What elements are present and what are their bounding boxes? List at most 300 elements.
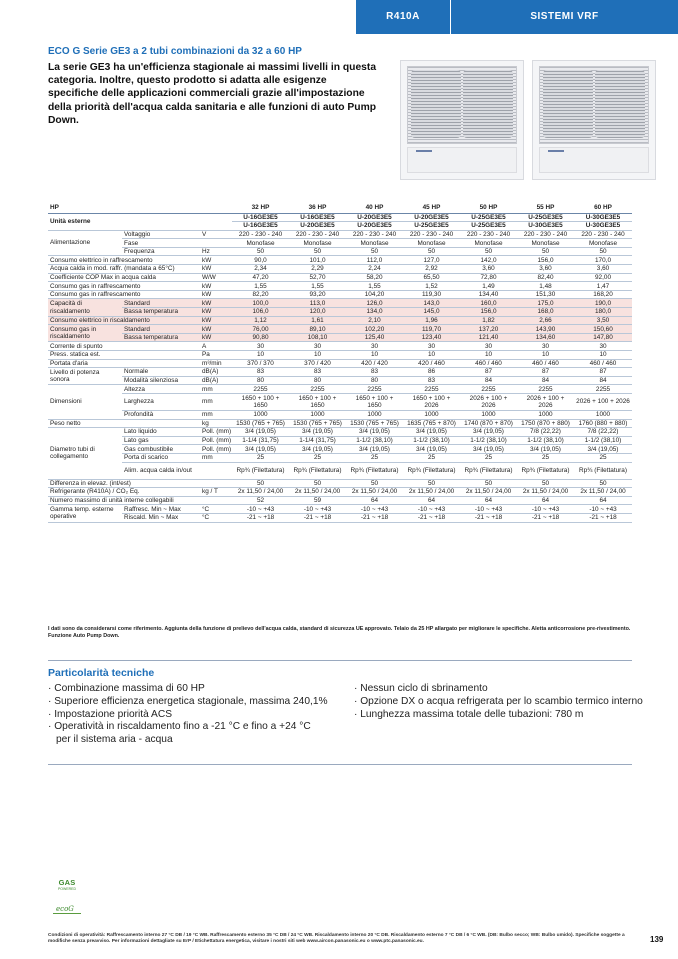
spec-row: [48, 505, 632, 514]
spec-value: 3,50: [574, 316, 632, 325]
spec-row: [48, 230, 632, 239]
spec-value: 370 / 370: [232, 359, 289, 368]
spec-unit: mm: [200, 410, 232, 419]
spec-unit: kW: [200, 265, 232, 274]
spec-value: 1-1/4 (31,75): [289, 436, 346, 445]
spec-row: [48, 385, 632, 394]
spec-value: U-30GE3E5: [574, 222, 632, 231]
spec-unit: Hz: [200, 247, 232, 256]
spec-value: 2,34: [232, 265, 289, 274]
spec-value: 1-1/2 (38,10): [517, 436, 574, 445]
spec-value: 1635 (765 + 870): [403, 419, 460, 428]
spec-value: 3/4 (19,05): [346, 445, 403, 454]
spec-unit: A: [200, 342, 232, 351]
spec-value: 10: [574, 351, 632, 360]
spec-unit: °C: [200, 505, 232, 514]
spec-value: -21 ~ +18: [574, 513, 632, 522]
spec-unit: kW: [200, 256, 232, 265]
spec-value: 3/4 (19,05): [289, 428, 346, 437]
spec-value: 3,60: [460, 265, 517, 274]
spec-value: 1,55: [232, 282, 289, 291]
refrigerant-tab[interactable]: R410A: [356, 0, 450, 34]
spec-value: 50: [517, 247, 574, 256]
spec-value: 134,0: [346, 308, 403, 317]
spec-row: [48, 282, 632, 291]
spec-unit: [200, 239, 232, 248]
spec-value: 50: [289, 247, 346, 256]
spec-value: 2,66: [517, 316, 574, 325]
spec-value: -10 ~ +43: [517, 505, 574, 514]
spec-value: 87: [574, 368, 632, 377]
spec-value: 126,0: [346, 299, 403, 308]
spec-value: 1000: [403, 410, 460, 419]
spec-value: 1,49: [460, 282, 517, 291]
spec-value: -10 ~ +43: [346, 505, 403, 514]
spec-sublabel: Bassa temperatura: [122, 308, 200, 317]
spec-value: Monofase: [232, 239, 289, 248]
feature-item: · Nessun ciclo di sbrinamento: [354, 683, 488, 694]
spec-value: 1000: [232, 410, 289, 419]
spec-value: 1000: [289, 410, 346, 419]
spec-value: 2x 11,50 / 24,00: [460, 488, 517, 497]
spec-unit: kW: [200, 316, 232, 325]
section-tab[interactable]: SISTEMI VRF: [451, 0, 678, 34]
spec-value: 58,20: [346, 273, 403, 282]
spec-value: U-20GE3E5: [346, 222, 403, 231]
spec-unit: Poll. (mm): [202, 445, 232, 453]
spec-value: 3/4 (19,05): [232, 445, 289, 454]
spec-row: [48, 290, 632, 299]
spec-value: Rp¾ (Filettatura): [232, 462, 289, 479]
spec-value: 1760 (880 + 880): [574, 419, 632, 428]
spec-value: 83: [289, 368, 346, 377]
spec-value: 84: [517, 376, 574, 385]
spec-unit: kW: [200, 282, 232, 291]
spec-group-label: Alimentazione: [48, 230, 122, 256]
spec-value: 1,12: [232, 316, 289, 325]
spec-value: 7/8 (22,22): [517, 428, 574, 437]
spec-value: 121,40: [460, 333, 517, 342]
spec-unit: dB(A): [200, 376, 232, 385]
spec-sublabel: Lato gas: [122, 436, 200, 445]
spec-value: Monofase: [403, 239, 460, 248]
spec-value: 30: [574, 342, 632, 351]
spec-value: 59: [289, 496, 346, 505]
spec-value: 25: [574, 453, 632, 462]
spec-value: 50 HP: [460, 203, 517, 213]
spec-label: Corrente di spunto: [48, 342, 200, 351]
spec-value: 104,20: [346, 290, 403, 299]
spec-value: 25: [232, 453, 289, 462]
spec-row: [48, 299, 632, 308]
spec-value: 1-1/2 (38,10): [346, 436, 403, 445]
spec-value: 220 - 230 - 240: [232, 230, 289, 239]
spec-value: 65,50: [403, 273, 460, 282]
spec-value: 2255: [574, 385, 632, 394]
outdoor-units-label: Unità esterne: [48, 213, 232, 230]
spec-label: Alim. acqua calda in/out: [122, 462, 232, 479]
spec-value: 220 - 230 - 240: [517, 230, 574, 239]
spec-row: [48, 351, 632, 360]
spec-row: [48, 376, 632, 385]
spec-value: 64: [574, 496, 632, 505]
spec-value: 170,0: [574, 256, 632, 265]
spec-value: U-16GE3E5: [289, 213, 346, 222]
spec-row: [48, 333, 632, 342]
spec-value: 50: [403, 247, 460, 256]
spec-value: 420 / 420: [346, 359, 403, 368]
spec-unit: dB(A): [200, 368, 232, 377]
spec-value: 127,0: [403, 256, 460, 265]
spec-label: Differenza in elevaz. (int/est): [48, 479, 200, 488]
spec-value: 25: [460, 453, 517, 462]
spec-value: Rp¾ (Filettatura): [403, 462, 460, 479]
spec-row: [48, 393, 632, 410]
spec-row: [48, 273, 632, 282]
spec-value: 156,0: [517, 256, 574, 265]
spec-value: 83: [232, 368, 289, 377]
spec-value: 50: [232, 479, 289, 488]
spec-row: [48, 488, 632, 497]
spec-sublabel: Gas combustibile: [122, 445, 200, 454]
spec-label: Consumo gas in raffrescamento: [48, 282, 200, 291]
spec-group-label: Gamma temp. esterne operative: [48, 505, 122, 522]
spec-label: Press. statica est.: [48, 351, 200, 360]
spec-value: 220 - 230 - 240: [574, 230, 632, 239]
spec-value: 89,10: [289, 325, 346, 334]
spec-sublabel: Modalità silenziosa: [122, 376, 200, 385]
spec-value: Monofase: [289, 239, 346, 248]
spec-value: 50: [574, 479, 632, 488]
spec-value: 2026 + 100 + 2026: [460, 393, 517, 410]
spec-value: 102,20: [346, 325, 403, 334]
spec-value: 2255: [403, 385, 460, 394]
spec-value: 119,70: [403, 325, 460, 334]
spec-value: 82,20: [232, 290, 289, 299]
spec-row: [48, 308, 632, 317]
spec-value: 2x 11,50 / 24,00: [232, 488, 289, 497]
spec-value: 142,0: [460, 256, 517, 265]
spec-unit: mm: [200, 453, 232, 462]
spec-value: 3/4 (19,05): [460, 428, 517, 437]
hp-label: HP: [48, 203, 232, 213]
spec-value: 2x 11,50 / 24,00: [574, 488, 632, 497]
spec-value: 82,40: [517, 273, 574, 282]
spec-value: 3,60: [574, 265, 632, 274]
spec-value: 2x 11,50 / 24,00: [517, 488, 574, 497]
spec-value: 1000: [460, 410, 517, 419]
spec-value: 150,60: [574, 325, 632, 334]
spec-value: 220 - 230 - 240: [289, 230, 346, 239]
spec-value: U-20GE3E5: [403, 213, 460, 222]
spec-unit: mm: [200, 385, 232, 394]
spec-value: 50: [403, 479, 460, 488]
spec-value: 120,0: [289, 308, 346, 317]
features-title: Particolarità tecniche: [48, 667, 155, 679]
spec-value: 147,80: [574, 333, 632, 342]
spec-value: 1,96: [403, 316, 460, 325]
spec-value: -10 ~ +43: [574, 505, 632, 514]
spec-unit: kW: [200, 299, 232, 308]
spec-value: Monofase: [574, 239, 632, 248]
spec-value: 30: [403, 342, 460, 351]
spec-value: Monofase: [346, 239, 403, 248]
spec-value: 1000: [346, 410, 403, 419]
spec-value: 76,00: [232, 325, 289, 334]
spec-sublabel: Lato liquido: [122, 428, 200, 437]
spec-unit: mm: [200, 393, 232, 410]
spec-value: 64: [403, 496, 460, 505]
spec-value: 90,80: [232, 333, 289, 342]
spec-value: 83: [403, 376, 460, 385]
spec-unit: Pa: [200, 351, 232, 360]
spec-value: -21 ~ +18: [460, 513, 517, 522]
spec-value: 1-1/2 (38,10): [574, 436, 632, 445]
spec-value: 1,55: [289, 282, 346, 291]
spec-value: U-25GE3E5: [460, 213, 517, 222]
spec-row: [48, 316, 632, 325]
spec-value: 125,40: [346, 333, 403, 342]
spec-value: 30: [346, 342, 403, 351]
spec-value: 50: [460, 247, 517, 256]
spec-row: [48, 445, 632, 454]
spec-value: 80: [289, 376, 346, 385]
spec-value: 36 HP: [289, 203, 346, 213]
spec-value: 2255: [289, 385, 346, 394]
spec-value: 460 / 460: [460, 359, 517, 368]
hp-header-row: [48, 203, 632, 213]
spec-value: 25: [289, 453, 346, 462]
spec-group-label: Dimensioni: [48, 385, 122, 419]
features-left-list: [48, 683, 328, 747]
spec-row: [48, 342, 632, 351]
spec-value: U-16GE3E5: [232, 222, 289, 231]
spec-value: U-20GE3E5: [346, 213, 403, 222]
spec-value: 40 HP: [346, 203, 403, 213]
spec-value: 123,40: [403, 333, 460, 342]
spec-value: 151,30: [517, 290, 574, 299]
spec-value: 2,10: [346, 316, 403, 325]
spec-value: 2026 + 100 + 2026: [517, 393, 574, 410]
spec-value: 220 - 230 - 240: [460, 230, 517, 239]
spec-value: 2x 11,50 / 24,00: [289, 488, 346, 497]
spec-group-label: Consumo gas in riscaldamento: [48, 325, 122, 342]
spec-row: [48, 368, 632, 377]
spec-value: Rp¾ (Filettatura): [289, 462, 346, 479]
spec-row: [48, 453, 632, 462]
spec-value: 100,0: [232, 299, 289, 308]
spec-value: 2255: [517, 385, 574, 394]
spec-value: 1530 (765 + 765): [289, 419, 346, 428]
spec-value: 10: [346, 351, 403, 360]
spec-sublabel: Raffresc. Min ~ Max: [122, 505, 200, 514]
spec-value: 168,20: [574, 290, 632, 299]
header-bar: [0, 0, 678, 34]
spec-value: 1650 + 100 + 1650: [346, 393, 403, 410]
spec-label: Acqua calda in mod. raffr. (mandata a 65°C): [48, 265, 200, 274]
spec-value: 1530 (765 + 765): [232, 419, 289, 428]
spec-row: [48, 265, 632, 274]
spec-value: 180,0: [574, 308, 632, 317]
spec-value: 84: [460, 376, 517, 385]
spec-value: 1,48: [517, 282, 574, 291]
spec-unit: kW: [200, 325, 232, 334]
spec-value: 2255: [232, 385, 289, 394]
spec-row: [48, 359, 632, 368]
spec-row: [48, 479, 632, 488]
spec-value: 460 / 460: [517, 359, 574, 368]
spec-value: 134,60: [517, 333, 574, 342]
spec-value: U-16GE3E5: [232, 213, 289, 222]
spec-value: 45 HP: [403, 203, 460, 213]
divider: [48, 660, 632, 661]
spec-value: 1-1/4 (31,75): [232, 436, 289, 445]
spec-value: Rp¾ (Filettatura): [517, 462, 574, 479]
spec-value: 2x 11,50 / 24,00: [346, 488, 403, 497]
spec-value: 3/4 (19,05): [403, 445, 460, 454]
ecog-logo: ecoG: [56, 905, 74, 913]
spec-value: Monofase: [517, 239, 574, 248]
spec-row: [48, 239, 632, 248]
spec-group-label: Diametro tubi di collegamento: [48, 428, 122, 479]
spec-unit: [200, 479, 232, 488]
spec-value: Rp¾ (Filettatura): [574, 462, 632, 479]
spec-row: [48, 256, 632, 265]
spec-value: 143,0: [403, 299, 460, 308]
spec-sublabel: Voltaggio: [122, 230, 200, 239]
spec-value: 25: [403, 453, 460, 462]
spec-value: 2x 11,50 / 24,00: [403, 488, 460, 497]
spec-row: [48, 462, 632, 479]
page-number: 139: [650, 935, 664, 944]
spec-value: 1650 + 100 + 1650: [232, 393, 289, 410]
spec-group-label: Livello di potenza sonora: [48, 368, 122, 385]
spec-value: 420 / 460: [403, 359, 460, 368]
spec-value: 113,0: [289, 299, 346, 308]
feature-item: · Lunghezza massima totale delle tubazioni: 780 m: [354, 708, 584, 720]
spec-value: 106,0: [232, 308, 289, 317]
spec-group-label: Capacità di riscaldamento: [48, 299, 122, 316]
spec-value: 50: [517, 479, 574, 488]
spec-value: -10 ~ +43: [289, 505, 346, 514]
spec-value: 10: [403, 351, 460, 360]
spec-value: 87: [517, 368, 574, 377]
spec-value: 50: [574, 247, 632, 256]
spec-unit: m³/min: [200, 359, 232, 368]
spec-value: 64: [346, 496, 403, 505]
spec-unit: kW: [200, 333, 232, 342]
spec-sublabel: Profondità: [122, 410, 200, 419]
spec-value: Monofase: [460, 239, 517, 248]
spec-value: 2255: [460, 385, 517, 394]
spec-value: 87: [460, 368, 517, 377]
spec-value: 2,29: [289, 265, 346, 274]
spec-label: Consumo elettrico in riscaldamento: [48, 316, 200, 325]
feature-item: · Opzione DX o acqua refrigerata per lo scambio termico interno: [354, 695, 643, 707]
spec-unit: kg: [200, 419, 232, 428]
spec-value: -21 ~ +18: [289, 513, 346, 522]
spec-value: U-20GE3E5: [289, 222, 346, 231]
spec-unit: V: [200, 230, 232, 239]
gas-logo-text: GAS: [58, 878, 76, 887]
spec-value: 50: [346, 247, 403, 256]
spec-value: 72,80: [460, 273, 517, 282]
spec-value: 2255: [346, 385, 403, 394]
features-right-list: [354, 683, 644, 721]
spec-value: -21 ~ +18: [517, 513, 574, 522]
spec-label: Numero massimo di unità interne collegabili: [48, 496, 200, 505]
spec-value: 3/4 (19,05): [346, 428, 403, 437]
spec-value: 52,70: [289, 273, 346, 282]
spec-value: 7/8 (22,22): [574, 428, 632, 437]
spec-value: 60 HP: [574, 203, 632, 213]
spec-value: U-30GE3E5: [517, 222, 574, 231]
spec-value: 460 / 460: [574, 359, 632, 368]
outdoor-unit-illustration: [400, 60, 524, 180]
spec-value: 1,55: [346, 282, 403, 291]
spec-value: 55 HP: [517, 203, 574, 213]
spec-value: 370 / 420: [289, 359, 346, 368]
series-subtitle: ECO G Serie GE3 a 2 tubi combinazioni da 32 a 60 HP: [48, 46, 302, 57]
spec-value: 1530 (765 + 765): [346, 419, 403, 428]
spec-value: 30: [517, 342, 574, 351]
spec-value: 220 - 230 - 240: [403, 230, 460, 239]
spec-value: 156,0: [460, 308, 517, 317]
table-note: I dati sono da considerarsi come riferimento. Aggiunta della funzione di prelievo dell'acqua calda, standard di sicurezza UE approvato. Telaio da 25 HP allargato per migliorare le specifiche. Aletta anticorrosione pre-rivestimento. Funzione Auto Pump Down.: [48, 626, 631, 640]
outdoor-unit-illustration: [532, 60, 656, 180]
spec-value: 3/4 (19,05): [289, 445, 346, 454]
spec-sublabel: Normale: [122, 368, 200, 377]
spec-value: 47,20: [232, 273, 289, 282]
spec-value: 3/4 (19,05): [517, 445, 574, 454]
divider: [48, 764, 632, 765]
spec-value: 25: [346, 453, 403, 462]
spec-label: Coefficiente COP Max in acqua calda: [48, 273, 200, 282]
spec-unit: [200, 496, 232, 505]
spec-value: 1-1/2 (38,10): [460, 436, 517, 445]
gas-logo-subtext: POWERED: [57, 887, 77, 891]
spec-value: 84: [574, 376, 632, 385]
spec-value: 1650 + 100 + 1650: [289, 393, 346, 410]
spec-value: 190,0: [574, 299, 632, 308]
feature-item: · Operatività in riscaldamento fino a -21 °C e fino a +24 °C per il sistema aria - acqua: [48, 721, 311, 746]
spec-row: [48, 325, 632, 334]
spec-value: 10: [289, 351, 346, 360]
spec-unit: kW: [200, 308, 232, 317]
spec-value: 1,52: [403, 282, 460, 291]
spec-value: 30: [460, 342, 517, 351]
spec-value: 137,20: [460, 325, 517, 334]
spec-value: 3/4 (19,05): [403, 428, 460, 437]
spec-value: 52: [232, 496, 289, 505]
spec-value: 90,0: [232, 256, 289, 265]
spec-row: [48, 436, 632, 445]
spec-value: 50: [346, 479, 403, 488]
spec-value: Rp¾ (Filettatura): [346, 462, 403, 479]
spec-value: 1,47: [574, 282, 632, 291]
spec-unit: Poll. (mm): [202, 437, 232, 445]
spec-value: 134,40: [460, 290, 517, 299]
spec-label: Refrigerante (R410A) / CO₂ Eq.: [48, 488, 200, 497]
spec-sublabel: Porta di scarico: [122, 453, 200, 462]
spec-value: 1-1/2 (38,10): [403, 436, 460, 445]
spec-value: 93,20: [289, 290, 346, 299]
spec-value: U-30GE3E5: [574, 213, 632, 222]
model-row: [48, 213, 632, 222]
spec-value: 145,0: [403, 308, 460, 317]
intro-paragraph: La serie GE3 ha un'efficienza stagionale ai massimi livelli in questa categoria. Inoltre, questo prodotto si adatta alle esigenze specifiche delle applicazioni commerciali grazie all'impostazione della priorità dell'acqua calda sanitaria e alle funzioni di auto Pump Down.: [48, 62, 377, 126]
spec-table: [48, 203, 632, 523]
